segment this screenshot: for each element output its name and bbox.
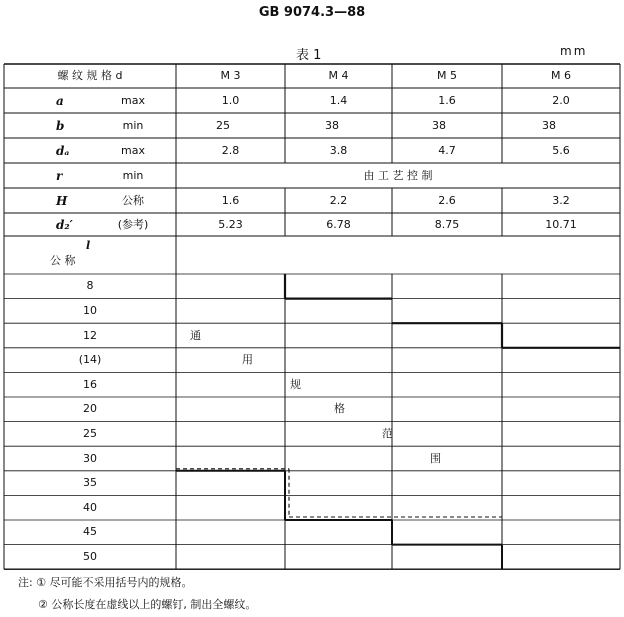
param-symbol: dₐ	[56, 143, 70, 158]
size-header: M 4	[328, 69, 349, 82]
param-symbol: H	[56, 193, 68, 208]
param-qualifier: max	[121, 93, 145, 107]
param-value: 1.0	[221, 93, 240, 107]
param-qualifier: min	[122, 118, 144, 132]
param-value: 8.75	[434, 217, 460, 231]
param-value: 1.6	[221, 193, 240, 207]
param-value: 5.23	[218, 217, 243, 231]
note-1: 注: ① 尽可能不采用括号内的规格。	[18, 576, 193, 589]
table-title: 表 1	[296, 48, 322, 63]
unit-label: mm	[560, 44, 588, 58]
length-symbol: l	[86, 239, 91, 252]
param-symbol: b	[56, 118, 65, 133]
param-value: 38	[325, 118, 339, 132]
param-qualifier: min	[122, 168, 144, 182]
length-value: 10	[83, 303, 97, 317]
length-value: 12	[83, 328, 97, 342]
spec-header: 螺 纹 规 格 d	[57, 69, 123, 82]
param-value: 38	[432, 118, 446, 132]
range-label-char: 规	[290, 377, 301, 391]
length-value: (14)	[78, 353, 102, 367]
length-value: 25	[83, 426, 97, 440]
param-value: 5.6	[552, 143, 570, 157]
param-value: 2.6	[438, 193, 456, 207]
length-value: 20	[83, 402, 97, 416]
param-qualifier: 公称	[122, 193, 144, 207]
param-symbol: r	[56, 168, 63, 183]
param-qualifier: (参考)	[117, 217, 149, 231]
size-header: M 5	[437, 69, 457, 82]
length-value: 8	[86, 279, 94, 293]
param-value: 1.6	[438, 93, 456, 107]
param-qualifier: max	[121, 143, 145, 157]
length-value: 40	[83, 500, 97, 514]
param-value: 2.0	[552, 93, 570, 107]
param-value: 3.8	[329, 143, 348, 157]
length-value: 45	[83, 525, 97, 539]
note-2: ② 公称长度在虚线以上的螺钉, 制出全螺纹。	[38, 598, 257, 611]
length-label: 公 称	[50, 254, 76, 267]
length-value: 16	[83, 377, 97, 391]
length-value: 50	[83, 549, 97, 563]
length-value: 35	[83, 476, 97, 490]
size-header: M 6	[551, 69, 571, 82]
range-label-char: 围	[430, 451, 441, 465]
range-label-char: 通	[190, 328, 201, 342]
param-value: 4.7	[438, 143, 456, 157]
range-label-char: 格	[334, 402, 345, 416]
param-value: 10.71	[545, 217, 577, 231]
param-symbol: d₂′	[56, 217, 73, 232]
range-label-char: 范	[382, 426, 393, 440]
standard-number: GB 9074.3—88	[258, 5, 366, 20]
param-value: 25	[216, 118, 230, 132]
param-value: 2.8	[221, 143, 240, 157]
length-value: 30	[83, 451, 97, 465]
merged-value: 由 工 艺 控 制	[363, 168, 433, 182]
param-value: 6.78	[326, 217, 351, 231]
param-value: 2.2	[329, 193, 348, 207]
param-symbol: a	[56, 93, 64, 108]
param-value: 1.4	[329, 93, 348, 107]
size-header: M 3	[220, 69, 241, 82]
param-value: 38	[542, 118, 556, 132]
range-label-char: 用	[242, 353, 253, 367]
param-value: 3.2	[552, 193, 570, 207]
